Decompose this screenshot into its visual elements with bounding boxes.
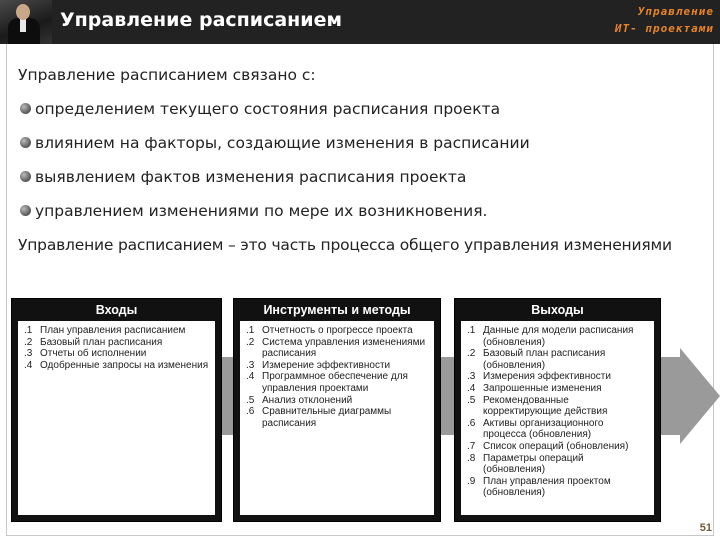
inputs-box — [11, 298, 222, 522]
list-item: .2 Базовый план расписания — [24, 336, 163, 348]
list-item: .2 Система управления изменениями расписания — [246, 336, 426, 360]
list-item: .8 Параметры операций (обновления) — [467, 452, 584, 476]
bullet-item: определением текущего состояния расписания проекта — [18, 98, 530, 132]
outputs-title: Выходы — [531, 303, 584, 317]
outputs-list — [467, 325, 648, 499]
summary-text: Управление расписанием – это часть процесса общего управления изменениями — [18, 236, 672, 254]
outputs-box — [454, 298, 661, 522]
slide-title: Управление расписанием — [60, 9, 343, 31]
list-item: .6 Сравнительные диаграммы расписания — [246, 406, 392, 429]
list-item: .3 Измерение эффективности — [246, 359, 391, 371]
course-brand — [615, 3, 714, 37]
arrow-right-icon — [680, 348, 720, 444]
bullet-dot-icon — [20, 103, 31, 114]
list-item: .9 План управления проектом (обновления) — [467, 475, 611, 499]
list-item: .3 Отчеты об исполнении — [24, 348, 147, 360]
inputs-title: Входы — [95, 303, 138, 317]
bullet-dot-icon — [20, 137, 31, 148]
list-item: .1 Данные для модели расписания (обновления) — [467, 325, 634, 348]
list-item: .1 Отчетность о прогрессе проекта — [246, 325, 413, 336]
page-number: 51 — [699, 522, 712, 534]
bullet-dot-icon — [20, 205, 31, 216]
inputs-list — [24, 325, 209, 371]
tools-list — [246, 325, 428, 429]
bullet-item: управлением изменениями по мере их возникновения. — [18, 200, 530, 234]
slide-header — [0, 0, 720, 44]
list-item: .5 Рекомендованные корректирующие действия — [467, 394, 608, 418]
list-item: .4 Программное обеспечение для управления проектами — [246, 371, 408, 394]
brand-line-1: Управление — [637, 5, 714, 18]
list-item: .2 Базовый план расписания (обновления) — [467, 348, 606, 371]
bullet-item: влиянием на факторы, создающие изменения в расписании — [18, 132, 530, 166]
bullet-item: выявлением фактов изменения расписания проекта — [18, 166, 530, 200]
list-item: .7 Список операций (обновления) — [467, 440, 629, 452]
list-item: .5 Анализ отклонений — [246, 394, 353, 406]
presenter-photo — [0, 0, 52, 44]
list-item: .1 План управления расписанием — [24, 325, 186, 336]
list-item: .4 Запрошенные изменения — [467, 382, 602, 394]
bullet-dot-icon — [20, 171, 31, 182]
tools-title: Инструменты и методы — [263, 303, 411, 317]
brand-line-2: ИТ- проектами — [614, 22, 714, 35]
list-item: .3 Измерения эффективности — [467, 371, 611, 383]
bullet-list — [18, 98, 530, 234]
list-item: .4 Одобренные запросы на изменения — [24, 359, 209, 371]
list-item: .6 Активы организационного процесса (обновления) — [467, 417, 604, 441]
tools-box — [233, 298, 441, 522]
intro-text: Управление расписанием связано с: — [18, 66, 316, 84]
